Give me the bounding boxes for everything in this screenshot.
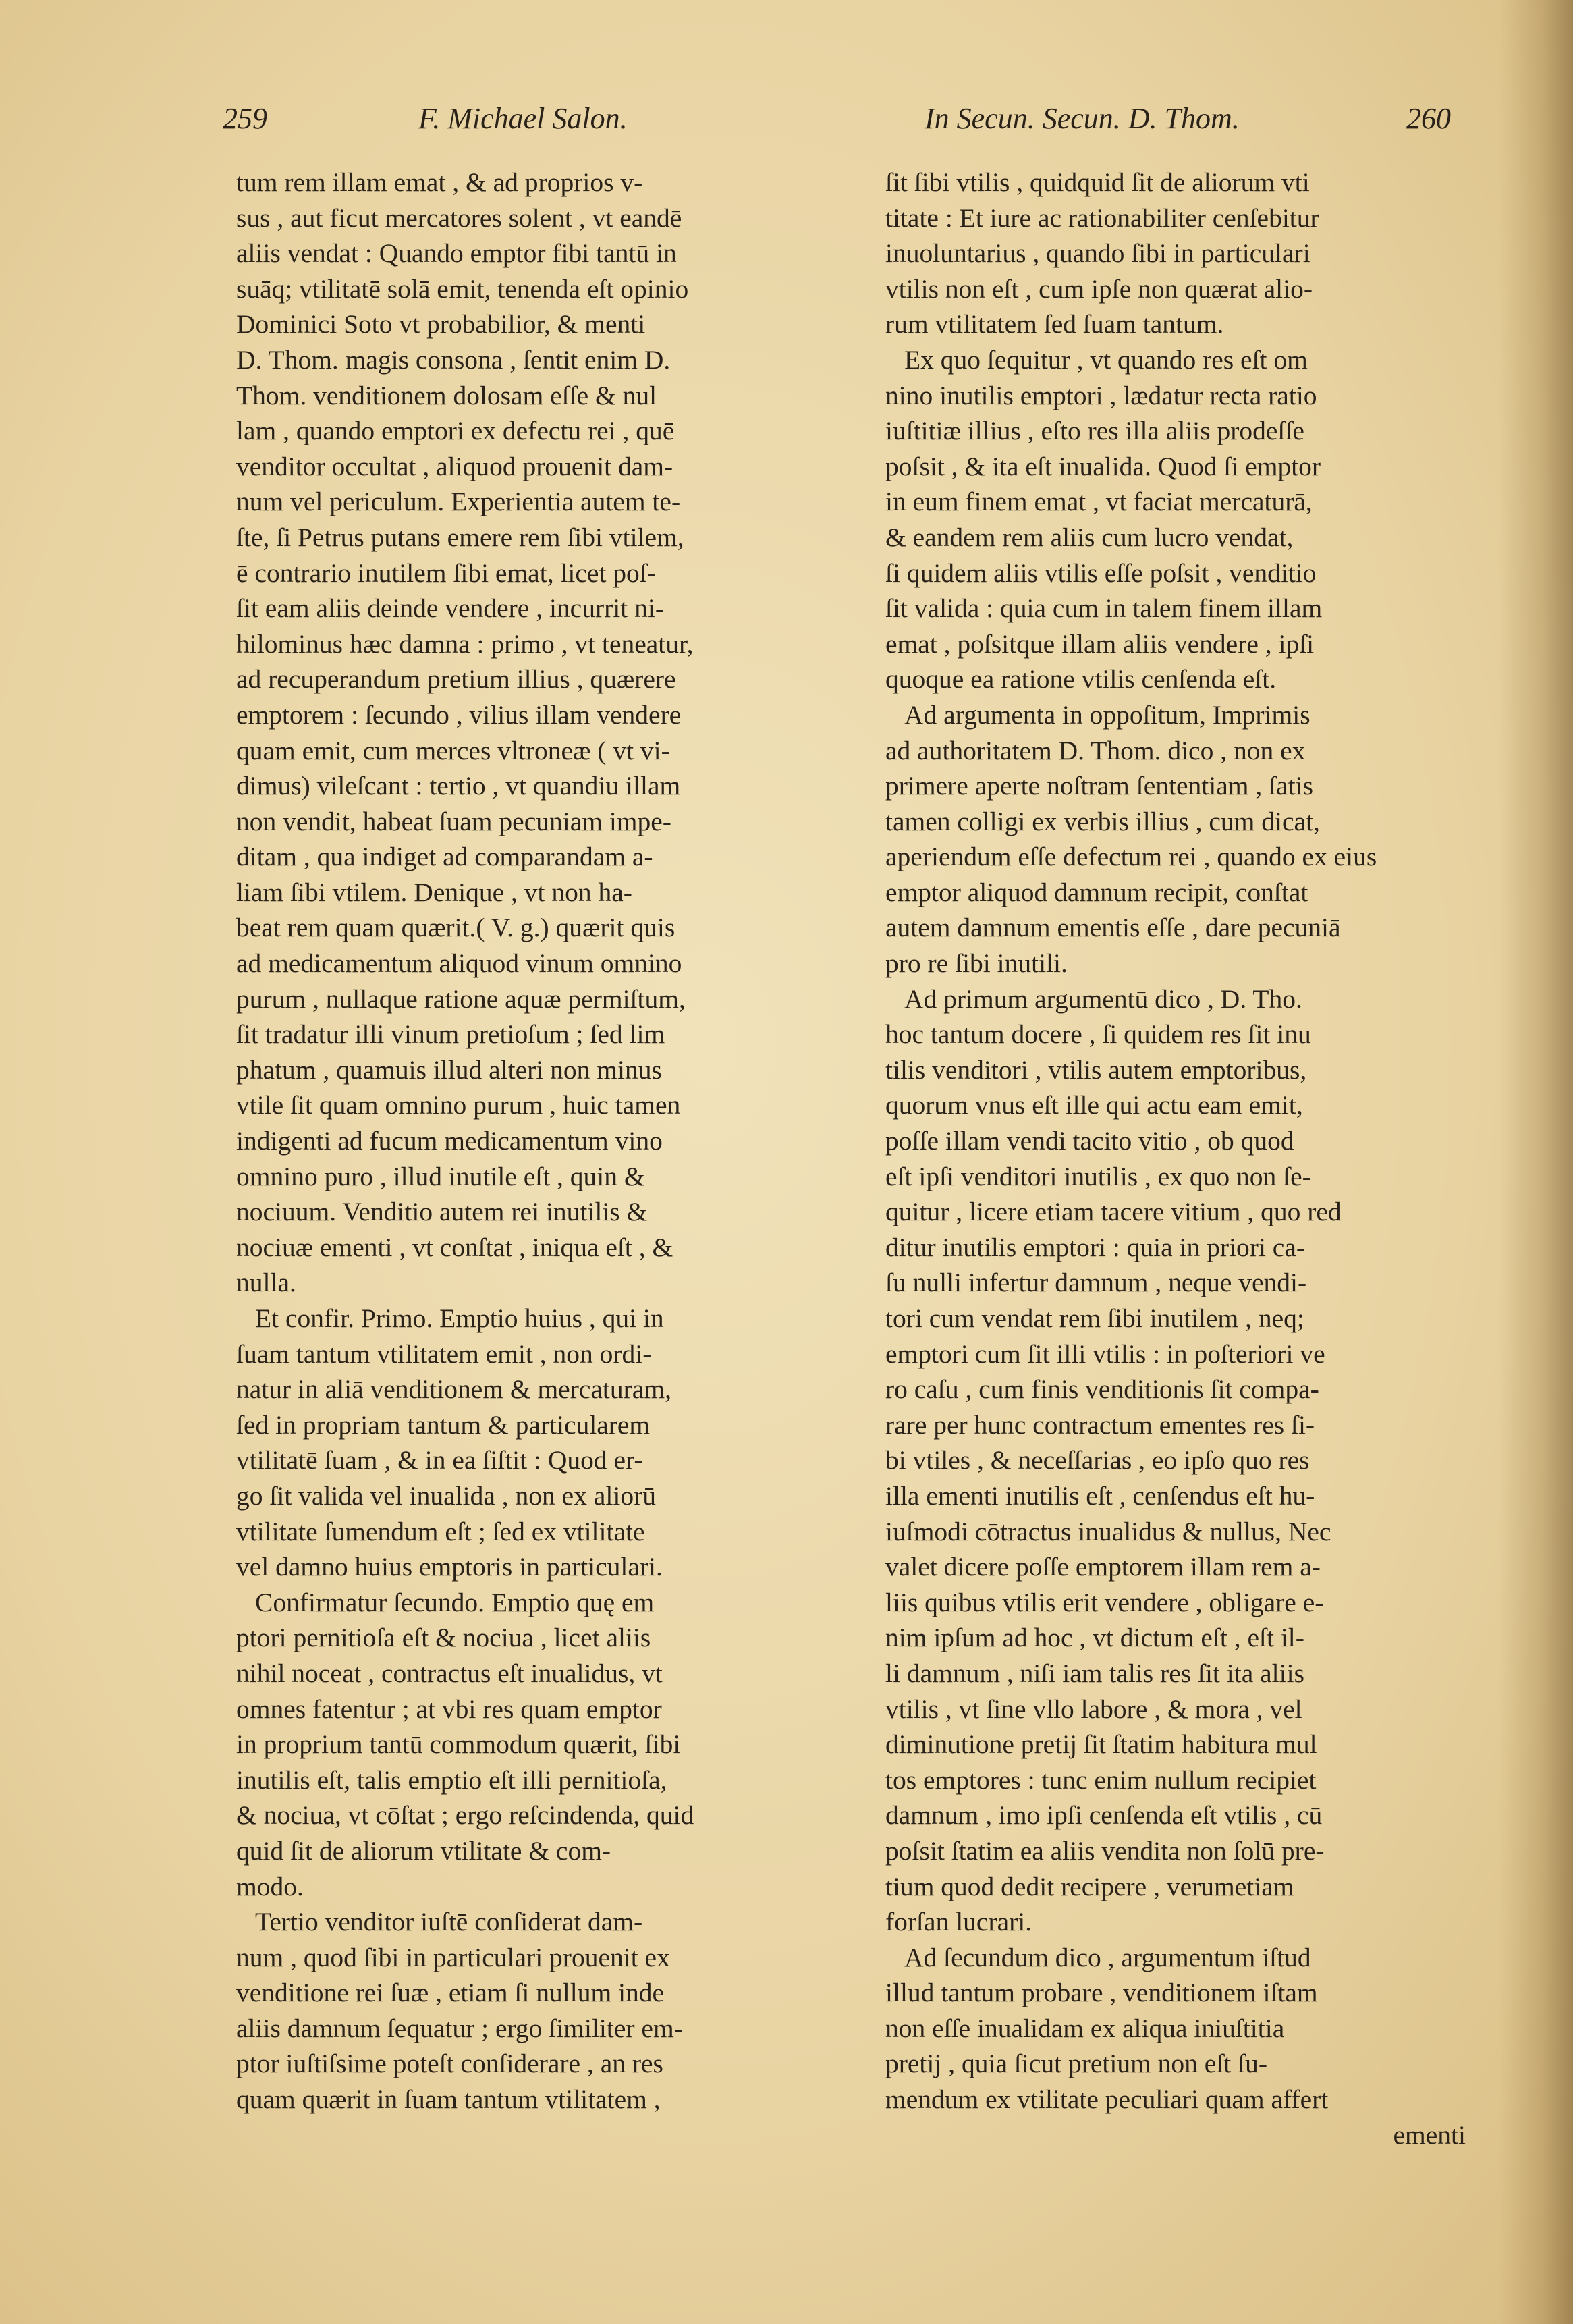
text-line: emptor aliquod damnum recipit, conſtat [885,877,1308,907]
text-line: non vendit, habeat ſuam pecuniam impe- [236,806,671,836]
text-line: vtilis , vt ſine vllo labore , & mora , vel [885,1694,1302,1724]
text-line: mendum ex vtilitate peculiari quam affert [885,2084,1329,2115]
text-line: & nociua, vt cōſtat ; ergo reſcindenda, quid [236,1800,694,1831]
text-line: tos emptores : tunc enim nullum recipiet [885,1764,1317,1795]
text-line: liam ſibi vtilem. Denique , vt non ha- [236,877,632,907]
text-line: damnum , imo ipſi cenſenda eſt vtilis , cū [885,1800,1323,1831]
text-line: nino inutilis emptori , lædatur recta ratio [885,380,1317,410]
text-line: ſit eam aliis deinde vendere , incurrit ni- [236,593,664,624]
text-line: poſsit , & ita eſt inualida. Quod ſi emptor [885,451,1321,481]
right-running-head: In Secun. Secun. D. Thom. [925,102,1240,135]
text-line: illa ementi inutilis eſt , cenſendus eſt hu- [885,1480,1315,1511]
text-line: ad authoritatem D. Thom. dico , non ex [885,735,1306,765]
text-line: quid ſit de aliorum vtilitate & com- [236,1835,611,1866]
text-line: ſi quidem aliis vtilis eſſe poſsit , venditio [885,558,1317,588]
text-line: rare per hunc contractum ementes res ſi- [885,1409,1315,1440]
text-line: ditur inutilis emptori : quia in priori ca- [885,1232,1306,1262]
text-line: quitur , licere etiam tacere vitium , quo red [885,1197,1342,1227]
left-text-column [236,165,830,2117]
text-line: modo. [236,1871,304,1901]
text-line: D. Thom. magis consona , ſentit enim D. [236,344,671,375]
text-line: illud tantum probare , venditionem iſtam [885,1978,1318,2008]
text-line: ditam , qua indiget ad comparandam a- [236,842,653,872]
text-line: tum rem illam emat , & ad proprios v- [236,167,643,197]
text-line: emptori cum ſit illi vtilis : in poſteriori ve [885,1339,1325,1369]
text-line: natur in aliā venditionem & mercaturam, [236,1374,671,1405]
right-text-column [885,165,1466,2153]
text-line: valet dicere poſſe emptorem illam rem a- [885,1552,1321,1582]
text-line: bi vtiles , & neceſſarias , eo ipſo quo res [885,1445,1310,1476]
text-line: venditor occultat , aliquod prouenit dam- [236,451,673,481]
text-line: nociuum. Venditio autem rei inutilis & [236,1197,648,1227]
text-line: go ſit valida vel inualida , non ex aliorū [236,1480,656,1511]
text-line: iuſmodi cōtractus inualidus & nullus, Nec [885,1516,1331,1546]
text-line: Et confir. Primo. Emptio huius , qui in [255,1303,664,1333]
text-line: inutilis eſt, talis emptio eſt illi pernitioſa, [236,1764,667,1795]
text-line: rum vtilitatem ſed ſuam tantum. [885,309,1224,340]
text-line: titate : Et iure ac rationabiliter cenſebitur [885,202,1319,233]
text-line: iuſtitiæ illius , eſto res illa aliis prodeſſe [885,416,1304,446]
text-line: ſed in propriam tantum & particularem [236,1409,651,1440]
text-line: ro caſu , cum finis venditionis ſit compa- [885,1374,1319,1405]
text-line: ē contrario inutilem ſibi emat, licet poſ- [236,558,656,588]
text-line: ementi [1393,2119,1466,2150]
text-line: hilominus hæc damna : primo , vt teneatur, [236,628,694,659]
text-line: venditione rei ſuæ , etiam ſi nullum inde [236,1978,665,2008]
text-line: & eandem rem aliis cum lucro vendat, [885,522,1294,552]
text-line: quam quærit in ſuam tantum vtilitatem , [236,2084,661,2115]
text-line: hoc tantum docere , ſi quidem res ſit inu [885,1019,1311,1050]
text-line: purum , nullaque ratione aquæ permiſtum, [236,983,686,1014]
text-line: forſan lucrari. [885,1907,1032,1937]
text-line: ſit tradatur illi vinum pretioſum ; ſed lim [236,1019,665,1050]
text-line: Ad primum argumentū dico , D. Tho. [904,983,1302,1014]
text-line: Ex quo ſequitur , vt quando res eſt om [904,344,1308,375]
text-line: Dominici Soto vt probabilior, & menti [236,309,646,340]
text-line: quam emit, cum merces vltroneæ ( vt vi- [236,735,670,765]
text-line: vtilis non eſt , cum ipſe non quærat alio- [885,273,1313,304]
text-line: ptori pernitioſa eſt & nociua , licet aliis [236,1623,651,1653]
text-line: vel damno huius emptoris in particulari. [236,1552,663,1582]
text-line: in proprium tantū commodum quærit, ſibi [236,1729,681,1760]
text-line: num , quod ſibi in particulari prouenit ex [236,1942,670,1972]
text-line: liis quibus vtilis erit vendere , obligare e- [885,1587,1324,1617]
text-line: primere aperte noſtram ſententiam , ſatis [885,771,1313,801]
text-line: autem damnum ementis eſſe , dare pecuniā [885,913,1341,943]
running-header [223,101,1451,148]
text-line: ſu nulli infertur damnum , neque vendi- [885,1268,1307,1298]
text-line: Confirmatur ſecundo. Emptio quę em [255,1587,655,1617]
text-line: beat rem quam quærit.( V. g.) quærit quis [236,913,675,943]
text-line: poſsit ſtatim ea aliis vendita non ſolū pre- [885,1835,1325,1866]
text-line: in eum finem emat , vt faciat mercaturā, [885,487,1313,517]
text-line: inuoluntarius , quando ſibi in particulari [885,238,1310,269]
text-line: dimus) vileſcant : tertio , vt quandiu illam [236,771,681,801]
text-line: omnes fatentur ; at vbi res quam emptor [236,1694,662,1724]
text-line: pro re ſibi inutili. [885,948,1068,979]
text-line: vtilitate ſumendum eſt ; ſed ex vtilitate [236,1516,645,1546]
text-line: non eſſe inualidam ex aliqua iniuſtitia [885,2013,1285,2043]
text-line: nulla. [236,1268,296,1298]
text-line: lam , quando emptori ex defectu rei , quē [236,416,675,446]
text-line: ad medicamentum aliquod vinum omnino [236,948,682,979]
text-line: Ad argumenta in oppoſitum, Imprimis [904,699,1310,730]
text-line: ſuam tantum vtilitatem emit , non ordi- [236,1339,652,1369]
text-line: aliis damnum ſequatur ; ergo ſimiliter em- [236,2013,683,2043]
text-line: tilis venditori , vtilis autem emptoribus, [885,1054,1307,1085]
left-page-number: 259 [223,102,267,135]
text-line: sus , aut ficut mercatores solent , vt eandē [236,202,682,233]
text-line: nociuæ ementi , vt conſtat , iniqua eſt , & [236,1232,673,1262]
text-line: ſte, ſi Petrus putans emere rem ſibi vtilem, [236,522,684,552]
text-line: omnino puro , illud inutile eſt , quin & [236,1161,645,1191]
page-edge-shadow [1499,0,1573,2324]
text-line: quoque ea ratione vtilis cenſenda eſt. [885,664,1277,695]
right-page-number: 260 [1406,102,1451,135]
text-line: tori cum vendat rem ſibi inutilem , neq; [885,1303,1304,1333]
text-line: suāq; vtilitatē solā emit, tenenda eſt opinio [236,273,689,304]
text-line: tium quod dedit recipere , verumetiam [885,1871,1294,1901]
text-line: quorum vnus eſt ille qui actu eam emit, [885,1090,1303,1120]
text-line: nihil noceat , contractus eſt inualidus, vt [236,1658,663,1688]
text-line: aliis vendat : Quando emptor fibi tantū in [236,238,677,269]
text-line: tamen colligi ex verbis illius , cum dicat, [885,806,1320,836]
text-line: ſit ſibi vtilis , quidquid ſit de aliorum vti [885,167,1310,197]
text-line: nim ipſum ad hoc , vt dictum eſt , eſt il- [885,1623,1304,1653]
text-line: emat , poſsitque illam aliis vendere , ipſi [885,628,1315,659]
text-line: poſſe illam vendi tacito vitio , ob quod [885,1126,1294,1156]
text-line: ad recuperandum pretium illius , quærere [236,664,676,695]
text-line: ptor iuſtiſsime poteſt conſiderare , an res [236,2049,663,2079]
text-line: pretij , quia ſicut pretium non eſt ſu- [885,2049,1268,2079]
text-line: Ad ſecundum dico , argumentum iſtud [904,1942,1311,1972]
text-line: eſt ipſi venditori inutilis , ex quo non ſe- [885,1161,1311,1191]
text-line: vtilitatē ſuam , & in ea ſiſtit : Quod er- [236,1445,643,1476]
text-line: li damnum , niſi iam talis res ſit ita aliis [885,1658,1304,1688]
text-line: diminutione pretij ſit ſtatim habitura mul [885,1729,1317,1760]
text-line: Tertio venditor iuſtē conſiderat dam- [255,1907,643,1937]
text-line: aperiendum eſſe defectum rei , quando ex eius [885,842,1377,872]
text-line: phatum , quamuis illud alteri non minus [236,1054,662,1085]
text-line: emptorem : ſecundo , vilius illam vendere [236,699,682,730]
text-line: num vel periculum. Experientia autem te- [236,487,681,517]
text-line: indigenti ad fucum medicamentum vino [236,1126,663,1156]
text-line: ſit valida : quia cum in talem finem illam [885,593,1323,624]
text-line: vtile ſit quam omnino purum , huic tamen [236,1090,681,1120]
text-line: Thom. venditionem dolosam eſſe & nul [236,380,657,410]
left-running-head: F. Michael Salon. [418,102,628,135]
